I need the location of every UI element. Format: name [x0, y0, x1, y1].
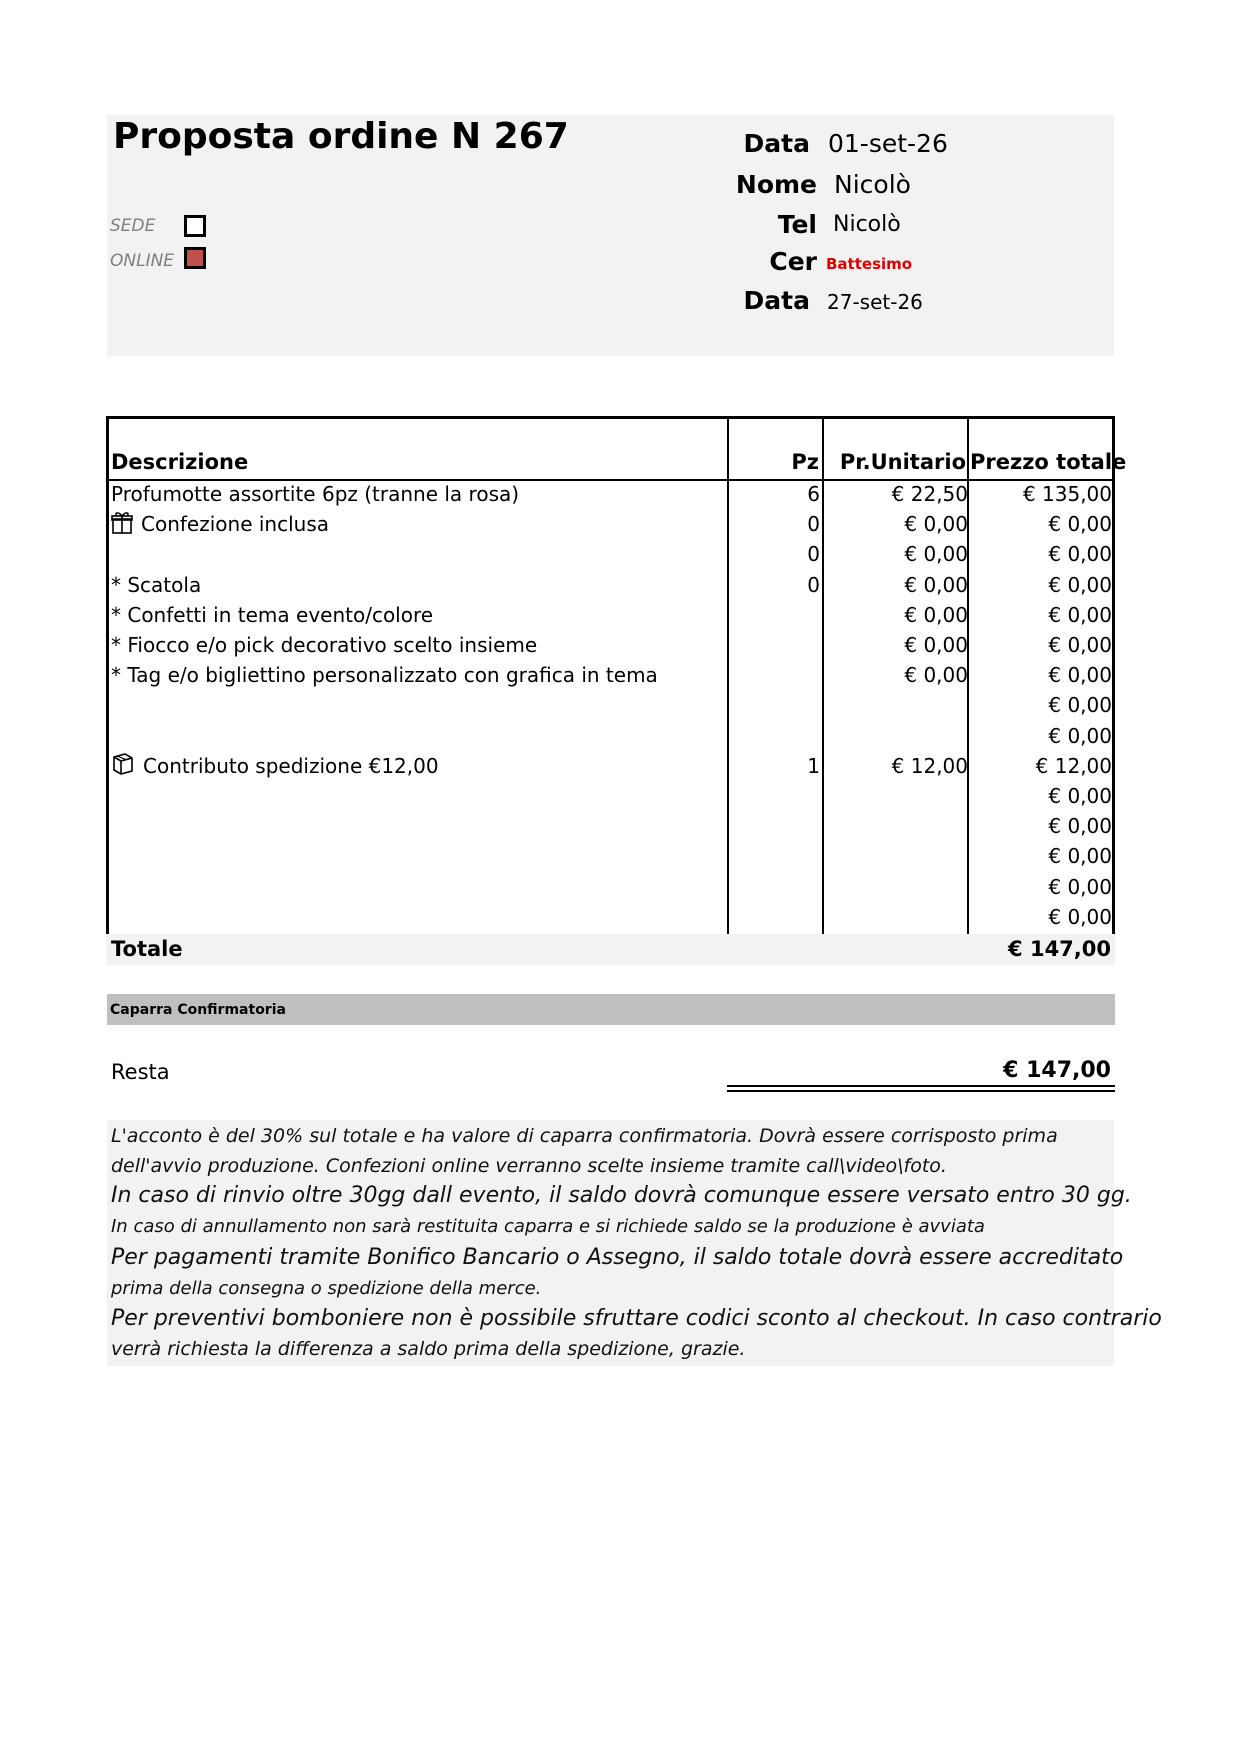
table-row: [106, 660, 1115, 690]
row-description: [111, 660, 721, 690]
row-total-price: € 0,00: [1048, 874, 1112, 899]
resta-double-line: [727, 1090, 1115, 1092]
row-total-price: € 0,00: [1048, 572, 1112, 597]
row-unit-price: [824, 811, 968, 841]
row-total-price: € 0,00: [1048, 814, 1112, 839]
table-row: [106, 479, 1115, 509]
row-unit-price: € 0,00: [904, 512, 968, 537]
row-description: [111, 509, 721, 539]
tel-value: Nicolò: [833, 212, 901, 237]
row-pz: 0: [807, 572, 820, 597]
row-pz: [726, 660, 820, 690]
row-total-price: € 0,00: [1048, 844, 1112, 869]
page-title: Proposta ordine N 267: [113, 116, 569, 157]
row-description: [111, 721, 721, 751]
data2-label: Data: [743, 286, 810, 315]
row-unit-price: € 0,00: [904, 633, 968, 657]
online-checkbox[interactable]: [184, 247, 206, 269]
table-row: [106, 811, 1115, 841]
row-description: [111, 902, 721, 932]
caparra-label: Caparra Confirmatoria: [110, 1002, 286, 1018]
nome-label: Nome: [735, 170, 817, 199]
row-unit-price: [824, 902, 968, 932]
table-row: [106, 841, 1115, 871]
col-header-unit: Pr.Unitario: [839, 450, 966, 474]
row-unit-price: [824, 721, 968, 751]
table-row: [106, 570, 1115, 600]
totale-value: € 147,00: [1008, 937, 1111, 961]
row-total-price: € 0,00: [1048, 723, 1112, 748]
row-total-price: € 0,00: [1048, 784, 1112, 808]
row-description-text: Contributo spedizione €12,00: [143, 753, 439, 778]
table-row: [106, 539, 1115, 569]
totale-label: Totale: [111, 937, 183, 961]
row-pz: 6: [807, 482, 820, 506]
nome-value: Nicolò: [834, 170, 911, 199]
row-total-price: € 0,00: [1048, 663, 1112, 688]
table-row: [106, 872, 1115, 902]
row-unit-price: € 0,00: [904, 602, 968, 627]
note-line: verrà richiesta la differenza a saldo prima della spedizione, grazie.: [111, 1338, 746, 1360]
row-pz: [726, 630, 820, 660]
resta-value: € 147,00: [1003, 1058, 1111, 1083]
row-description-text: Profumotte assortite 6pz (tranne la rosa): [111, 482, 520, 506]
row-total-price: € 0,00: [1048, 542, 1112, 567]
note-line: L'acconto è del 30% sul totale e ha valore di caparra confirmatoria. Dovrà essere corrisposto prima: [111, 1125, 1058, 1147]
row-description-text: * Tag e/o bigliettino personalizzato con grafica in tema: [111, 663, 658, 688]
row-unit-price: € 0,00: [904, 542, 968, 567]
col-header-pz: Pz: [791, 450, 819, 474]
row-pz: [726, 600, 820, 630]
note-line: dell'avvio produzione. Confezioni online verranno scelte insieme tramite call\video\foto.: [111, 1155, 947, 1177]
row-description: [111, 570, 721, 600]
resta-double-line: [727, 1085, 1115, 1087]
note-line: Per preventivi bomboniere non è possibile sfruttare codici sconto al checkout. In caso contrario: [111, 1306, 1162, 1331]
row-total-price: € 0,00: [1048, 633, 1112, 657]
row-unit-price: € 0,00: [904, 663, 968, 688]
row-pz: [726, 811, 820, 841]
data-label: Data: [743, 129, 810, 158]
cer-value: Battesimo: [826, 255, 913, 273]
row-total-price: € 135,00: [1022, 482, 1112, 506]
row-pz: [726, 872, 820, 902]
row-description: [111, 781, 721, 811]
row-unit-price: [824, 841, 968, 871]
row-total-price: € 0,00: [1048, 693, 1112, 718]
note-line: prima della consegna o spedizione della merce.: [111, 1278, 542, 1299]
note-line: In caso di rinvio oltre 30gg dall evento, il saldo dovrà comunque essere versato entro 30 gg.: [111, 1183, 1132, 1208]
row-pz: 0: [807, 512, 820, 537]
row-description: [111, 841, 721, 871]
note-line: Per pagamenti tramite Bonifico Bancario o Assegno, il saldo totale dovrà essere accreditato: [111, 1245, 1124, 1270]
table-row: [106, 690, 1115, 720]
row-pz: [726, 721, 820, 751]
row-unit-price: [824, 872, 968, 902]
table-row: [106, 509, 1115, 539]
row-description: [111, 600, 721, 630]
table-row: [106, 902, 1115, 932]
row-unit-price: € 12,00: [891, 753, 968, 778]
row-description: [111, 539, 721, 569]
row-pz: [726, 690, 820, 720]
row-description: [111, 811, 721, 841]
row-total-price: € 0,00: [1048, 512, 1112, 537]
row-unit-price: [824, 690, 968, 720]
row-description: [111, 479, 721, 509]
table-row: [106, 721, 1115, 751]
gift-icon: [111, 510, 133, 542]
row-description: [111, 751, 721, 781]
row-description-text: * Confetti in tema evento/colore: [111, 602, 434, 627]
data-value: 01-set-26: [828, 129, 948, 158]
row-pz: [726, 902, 820, 932]
row-total-price: € 0,00: [1048, 904, 1112, 929]
resta-label: Resta: [111, 1060, 170, 1084]
sede-label: SEDE: [110, 216, 156, 236]
row-pz: [726, 781, 820, 811]
col-header-total: Prezzo totale: [970, 450, 1127, 474]
sede-checkbox[interactable]: [184, 215, 206, 237]
row-description-text: * Scatola: [111, 572, 202, 597]
note-line: In caso di annullamento non sarà restituita caparra e si richiede saldo se la produzione è avviata: [111, 1216, 985, 1237]
table-row: [106, 751, 1115, 781]
table-row: [106, 781, 1115, 811]
row-total-price: € 12,00: [1035, 753, 1112, 778]
row-description-text: Confezione inclusa: [141, 512, 329, 537]
row-unit-price: [824, 781, 968, 811]
cer-label: Cer: [769, 247, 817, 276]
row-description-text: * Fiocco e/o pick decorativo scelto insieme: [111, 633, 538, 657]
online-label: ONLINE: [110, 251, 175, 271]
table-row: [106, 600, 1115, 630]
package-icon: [111, 751, 135, 783]
row-description: [111, 690, 721, 720]
tel-label: Tel: [777, 210, 817, 239]
table-row: [106, 630, 1115, 660]
row-description: [111, 630, 721, 660]
row-pz: 1: [807, 753, 820, 778]
row-pz: 0: [807, 542, 820, 567]
col-header-desc: Descrizione: [111, 450, 249, 474]
row-unit-price: € 22,50: [891, 482, 968, 506]
row-total-price: € 0,00: [1048, 602, 1112, 627]
row-unit-price: € 0,00: [904, 572, 968, 597]
data2-value: 27-set-26: [827, 290, 923, 314]
row-description: [111, 872, 721, 902]
row-pz: [726, 841, 820, 871]
